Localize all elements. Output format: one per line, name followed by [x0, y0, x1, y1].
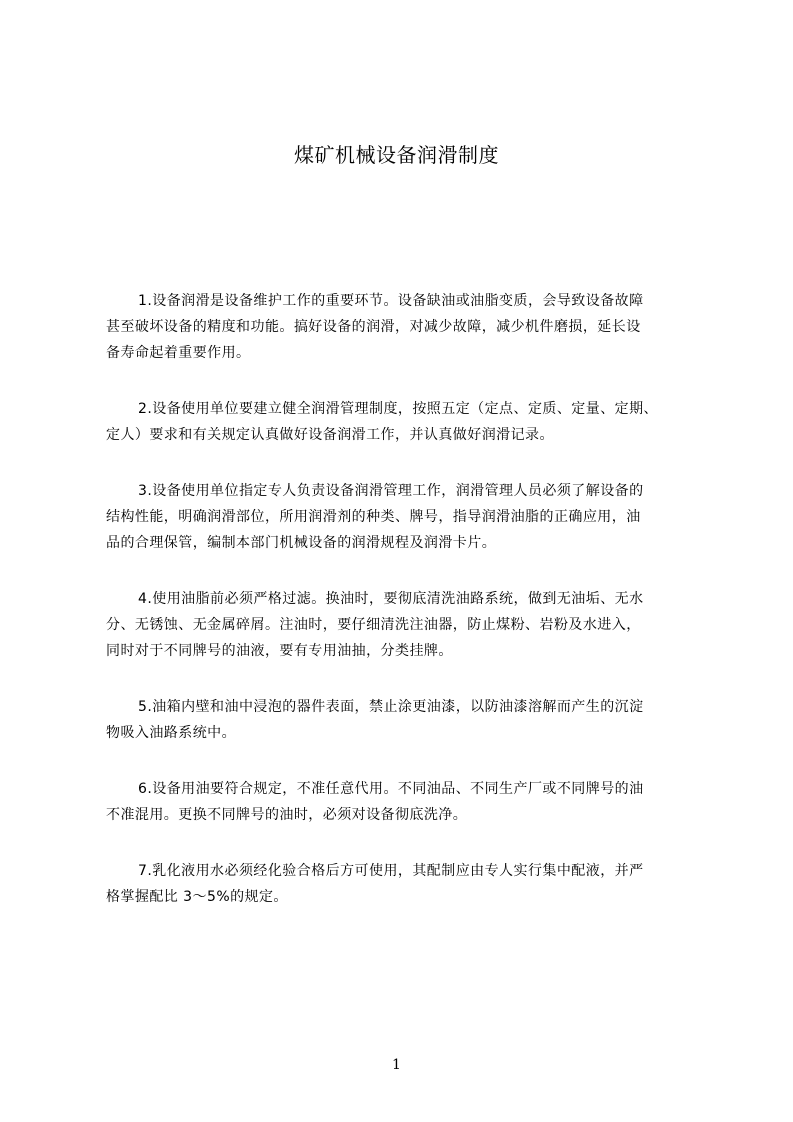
paragraph-line: 3.设备使用单位指定专人负责设备润滑管理工作，润滑管理人员必须了解设备的: [138, 483, 644, 499]
paragraph-line: 不准混用。更换不同牌号的油时，必须对设备彻底洗净。: [106, 807, 468, 823]
paragraph-line: 同时对于不同牌号的油液，要有专用油抽，分类挂牌。: [106, 643, 453, 659]
paragraph-2: [106, 396, 706, 448]
paragraph-line: 物吸入油路系统中。: [106, 725, 237, 741]
paragraph-line: 2.设备使用单位要建立健全润滑管理制度，按照五定（定点、定质、定量、定期、: [138, 401, 659, 417]
paragraph-line: 分、无锈蚀、无金属碎屑。注油时，要仔细清洗注油器，防止煤粉、岩粉及水进入，: [106, 617, 641, 633]
paragraph-line: 格掌握配比 3～5%的规定。: [106, 889, 288, 905]
paragraph-line: 甚至破坏设备的精度和功能。搞好设备的润滑，对减少故障，减少机件磨损，延长设: [106, 319, 641, 335]
paragraph-1: [106, 288, 706, 366]
paragraph-line: 结构性能，明确润滑部位，所用润滑剂的种类、牌号，指导润滑油脂的正确应用，油: [106, 509, 641, 525]
paragraph-line: 4.使用油脂前必须严格过滤。换油时，要彻底清洗油路系统，做到无油垢、无水: [138, 591, 644, 607]
paragraph-4: [106, 586, 706, 664]
paragraph-line: 5.油箱内壁和油中浸泡的器件表面，禁止涂更油漆，以防油漆溶解而产生的沉淀: [138, 699, 644, 715]
paragraph-6: [106, 776, 706, 828]
document-body: [106, 288, 706, 940]
paragraph-line: 定人）要求和有关规定认真做好设备润滑工作，并认真做好润滑记录。: [106, 427, 554, 443]
paragraph-7: [106, 858, 706, 910]
paragraph-line: 备寿命起着重要作用。: [106, 345, 251, 361]
paragraph-5: [106, 694, 706, 746]
paragraph-line: 品的合理保管，编制本部门机械设备的润滑规程及润滑卡片。: [106, 535, 497, 551]
paragraph-line: 6.设备用油要符合规定，不准任意代用。不同油品、不同生产厂或不同牌号的油: [138, 781, 644, 797]
document-title: 煤矿机械设备润滑制度: [294, 143, 499, 167]
paragraph-line: 1.设备润滑是设备维护工作的重要环节。设备缺油或油脂变质，会导致设备故障: [138, 293, 644, 309]
paragraph-line: 7.乳化液用水必须经化验合格后方可使用，其配制应由专人实行集中配液，并严: [138, 863, 644, 879]
page-number: 1: [392, 1057, 401, 1073]
paragraph-3: [106, 478, 706, 556]
